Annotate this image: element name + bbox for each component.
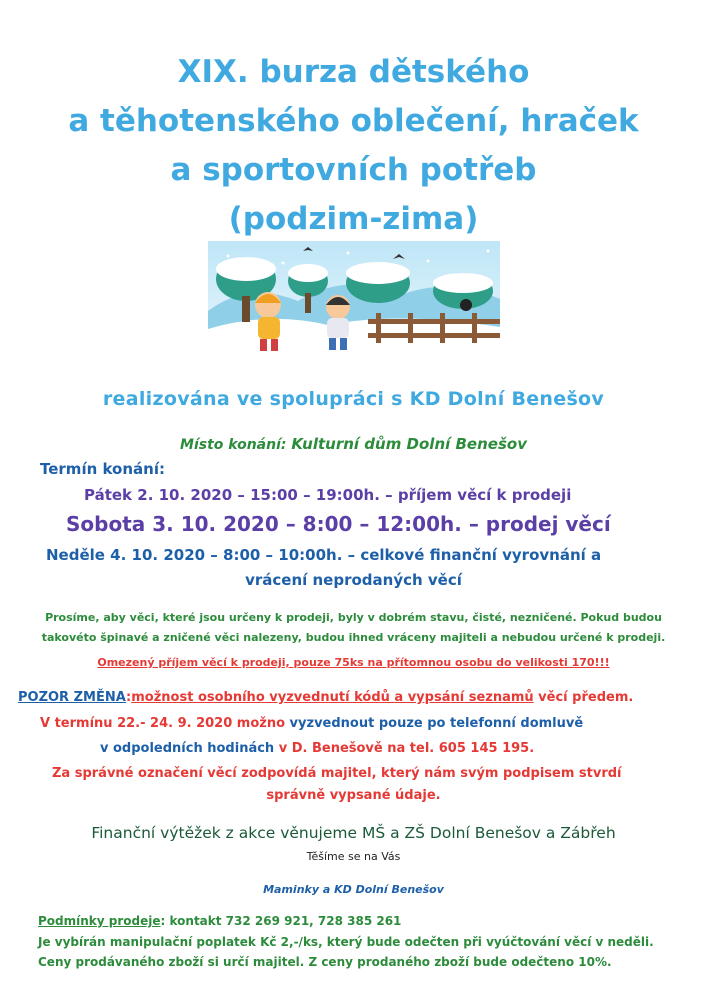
title-line-1: XIX. burza dětského bbox=[177, 54, 530, 90]
schedule-friday: Pátek 2. 10. 2020 – 15:00 – 19:00h. – příjem věcí k prodeji bbox=[84, 486, 572, 504]
conditions-contact-text: : kontakt 732 269 921, 728 385 261 bbox=[160, 914, 402, 928]
change-colon: : bbox=[126, 690, 132, 705]
notice-line-2: takovéto špinavé a zničené věci nalezeny, budou ihned vráceny majiteli a nebudou určené k prodeji. bbox=[41, 631, 666, 644]
notice bbox=[0, 608, 707, 648]
signature: Maminky a KD Dolní Benešov bbox=[263, 883, 444, 896]
greeting: Těšíme se na Vás bbox=[306, 850, 401, 863]
change-hours bbox=[100, 741, 534, 756]
conditions-label: Podmínky prodeje bbox=[38, 914, 161, 928]
notice-line-1: Prosíme, aby věci, které jsou určeny k prodeji, byly v dobrém stavu, čisté, nezničené. Pokud budou bbox=[45, 611, 662, 624]
conditions-fee: Je vybírán manipulační poplatek Kč 2,-/ks, který bude odečten při vyúčtování věcí v neděli. bbox=[38, 935, 654, 949]
subtitle: realizována ve spolupráci s KD Dolní Benešov bbox=[102, 388, 605, 410]
conditions-contact bbox=[38, 914, 401, 928]
limit-notice: Omezený příjem věcí k prodeji, pouze 75ks na přítomnou osobu do velikosti 170!!! bbox=[97, 656, 610, 669]
change-label: POZOR ZMĚNA bbox=[18, 690, 127, 705]
winter-children-illustration bbox=[208, 241, 500, 361]
schedule-saturday: Sobota 3. 10. 2020 – 8:00 – 12:00h. – prodej věcí bbox=[66, 512, 611, 536]
conditions-price: Ceny prodávaného zboží si určí majitel. Z ceny prodaného zboží bude odečteno 10%. bbox=[38, 955, 612, 969]
change-term-a: V termínu 22.- 24. 9. 2020 možno bbox=[40, 716, 286, 731]
venue-value: Kulturní dům Dolní Benešov bbox=[291, 435, 527, 453]
responsibility-line-2: správně vypsané údaje. bbox=[266, 788, 441, 803]
proceeds: Finanční výtěžek z akce věnujeme MŠ a ZŠ Dolní Benešov a Zábřeh bbox=[91, 824, 616, 842]
schedule-label: Termín konání: bbox=[40, 460, 165, 478]
change-term bbox=[40, 716, 583, 731]
change-text-1: možnost osobního vyzvednutí kódů a vypsání seznamů bbox=[131, 690, 534, 705]
venue-label: Místo konání: bbox=[180, 437, 287, 453]
title-line-2: a těhotenského oblečení, hraček bbox=[68, 103, 639, 139]
change-text-2: věcí předem. bbox=[533, 690, 634, 705]
responsibility-line-1: Za správné označení věcí zodpovídá majitel, který nám svým podpisem stvrdí bbox=[52, 766, 622, 781]
change-hours-b: v D. Benešově na tel. 605 145 195. bbox=[274, 741, 535, 756]
schedule-sunday-line-2: vrácení neprodaných věcí bbox=[245, 571, 462, 589]
schedule-sunday-line-1: Neděle 4. 10. 2020 – 8:00 – 10:00h. – celkové finanční vyrovnání a bbox=[46, 546, 602, 564]
venue bbox=[0, 435, 707, 453]
change-hours-a: v odpoledních hodinách bbox=[100, 741, 275, 756]
change-notice bbox=[18, 690, 633, 705]
title-line-3: a sportovních potřeb bbox=[170, 152, 537, 188]
title-line-4: (podzim-zima) bbox=[228, 201, 479, 237]
change-term-b: vyzvednout pouze po telefonní domluvě bbox=[285, 716, 584, 731]
